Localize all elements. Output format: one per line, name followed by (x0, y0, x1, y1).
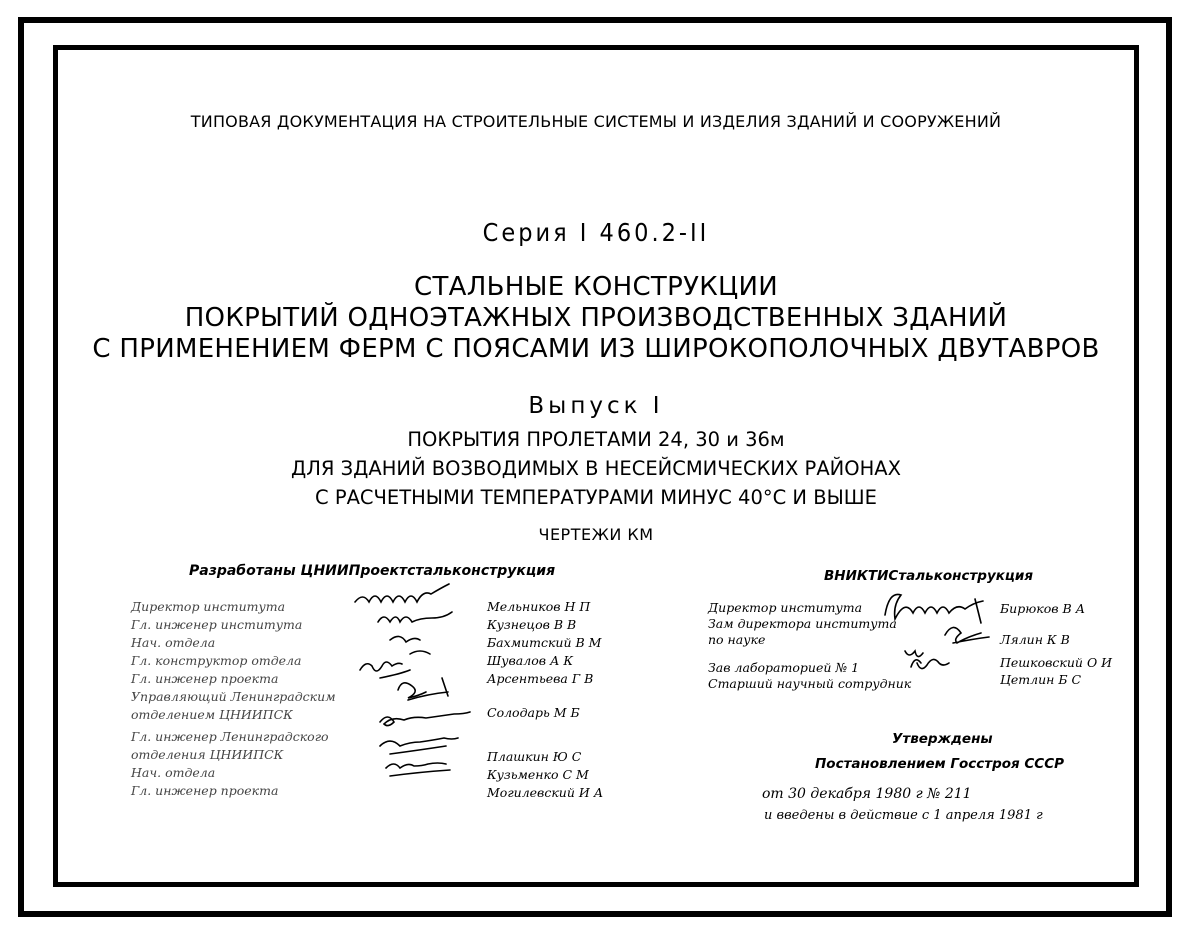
approved-label: Утверждены (892, 731, 993, 747)
decree-date: от 30 декабря 1980 г № 211 (762, 786, 972, 802)
drawings-label: ЧЕРТЕЖИ КМ (538, 525, 654, 544)
position-item: отделением ЦНИИПСК (131, 707, 293, 722)
left-positions (131, 598, 336, 800)
position-item: Гл. инженер института (131, 617, 303, 632)
name-item: Могилевский И А (487, 785, 604, 800)
approved-by: Постановлением Госстроя СССР (815, 756, 1065, 772)
subtitle-line-1: ПОКРЫТИЯ ПРОЛЕТАМИ 24, 30 и 36м (407, 428, 785, 451)
name-item: Цетлин Б С (1000, 672, 1082, 687)
organization-2: ВНИКТИСтальконструкция (824, 568, 1034, 584)
position-item: отделения ЦНИИПСК (131, 747, 284, 762)
name-item: Шувалов А К (487, 653, 574, 668)
position-item: Зав лабораторией № 1 (708, 660, 860, 675)
name-item: Арсентьева Г В (487, 671, 594, 686)
position-item: Директор института (708, 600, 863, 615)
position-item: Гл. инженер проекта (131, 783, 279, 798)
name-item: Мельников Н П (487, 599, 591, 614)
position-item: Гл. инженер проекта (131, 671, 279, 686)
effective-date: и введены в действие с 1 апреля 1981 г (764, 808, 1043, 823)
subtitle-line-3: С РАСЧЕТНЫМИ ТЕМПЕРАТУРАМИ МИНУС 40°С И ВЫШЕ (315, 486, 877, 509)
right-names (1000, 600, 1112, 688)
series-number: Серия I 460.2-II (482, 218, 710, 247)
name-item: Кузьменко С М (487, 767, 589, 782)
name-item: Плашкин Ю С (487, 749, 582, 764)
position-item: Зам директора института (708, 616, 897, 631)
name-item: Бахмитский В М (487, 635, 602, 650)
name-item: Бирюков В А (1000, 601, 1086, 616)
signature-image (350, 582, 480, 782)
subtitle (58, 425, 1134, 512)
name-item: Лялин К В (1000, 632, 1070, 647)
title-line-2: ПОКРЫТИЙ ОДНОЭТАЖНЫХ ПРОИЗВОДСТВЕННЫХ ЗДАНИЙ (184, 303, 1008, 333)
signature-image (875, 585, 1005, 695)
position-item: по науке (708, 632, 766, 647)
developer-org: Разработаны ЦНИИПроектстальконструкция (189, 563, 556, 579)
position-item: Старший научный сотрудник (708, 676, 912, 691)
issue-number: Выпуск I (528, 393, 664, 419)
name-item: Солодарь М Б (487, 705, 580, 720)
title-line-3: С ПРИМЕНЕНИЕМ ФЕРМ С ПОЯСАМИ ИЗ ШИРОКОПОЛОЧНЫХ ДВУТАВРОВ (92, 334, 1100, 364)
name-item: Пешковский О И (1000, 655, 1113, 670)
position-item: Директор института (131, 599, 286, 614)
position-item: Нач. отдела (131, 765, 216, 780)
left-names (487, 598, 603, 802)
position-item: Нач. отдела (131, 635, 216, 650)
name-item: Кузнецов В В (487, 617, 577, 632)
subtitle-line-2: ДЛЯ ЗДАНИЙ ВОЗВОДИМЫХ В НЕСЕЙСМИЧЕСКИХ РАЙОНАХ (291, 457, 901, 480)
position-item: Гл. инженер Ленинградского (131, 729, 329, 744)
document-header: ТИПОВАЯ ДОКУМЕНТАЦИЯ НА СТРОИТЕЛЬНЫЕ СИСТЕМЫ И ИЗДЕЛИЯ ЗДАНИЙ И СООРУЖЕНИЙ (190, 112, 1002, 131)
position-item: Управляющий Ленинградским (131, 689, 336, 704)
main-title (58, 272, 1134, 365)
title-line-1: СТАЛЬНЫЕ КОНСТРУКЦИИ (414, 272, 778, 302)
position-item: Гл. конструктор отдела (131, 653, 302, 668)
